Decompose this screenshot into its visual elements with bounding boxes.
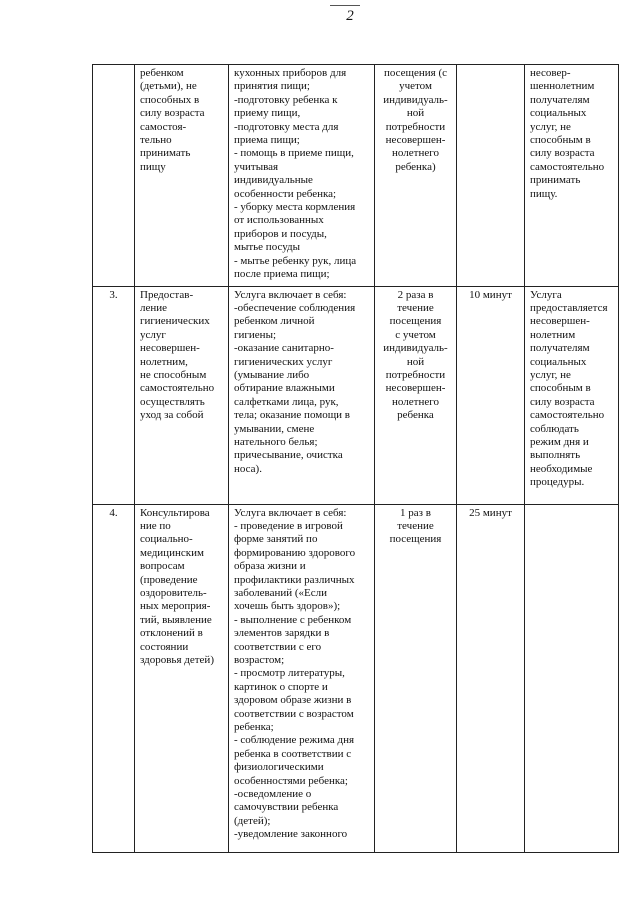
content-line: соответствии с его [234, 640, 322, 653]
page-number: 2 [346, 8, 354, 24]
content-line: физиологическими [234, 761, 324, 774]
frequency-cell [375, 65, 457, 287]
content-line: -оказание санитарно- [234, 342, 334, 355]
frequency-line: несовершен- [385, 382, 446, 395]
table-row [93, 65, 619, 287]
content-line: умывании, смене [234, 422, 315, 435]
content-line: Услуга включает в себя: [234, 506, 347, 519]
service-content-cell [229, 504, 375, 852]
content-line: мытье посуды [234, 241, 300, 254]
content-line: причесывание, очистка [234, 449, 343, 462]
name-line: ребенком [140, 67, 184, 79]
frequency-line: несовершен- [385, 134, 446, 147]
name-line: нолетним, [140, 355, 188, 368]
name-line: ных мероприя- [140, 600, 211, 613]
content-line: - помощь в приеме пищи, [234, 147, 354, 160]
conditions-line: процедуры. [530, 476, 585, 489]
conditions-line: необходимые [530, 462, 593, 475]
name-line: здоровья детей) [140, 653, 214, 666]
row-number-cell [93, 504, 135, 852]
conditions-line: принимать [530, 174, 581, 187]
service-name-cell [135, 504, 229, 852]
content-line: принятия пищи; [234, 80, 310, 93]
content-line: соответствии с возрастом [234, 707, 354, 720]
content-line: гигиенических услуг [234, 355, 333, 368]
name-line: способных в [140, 93, 200, 106]
conditions-line: несовершен- [530, 315, 590, 328]
name-line: Консультирова [140, 506, 210, 519]
conditions-line: самостоятельно [530, 160, 605, 173]
conditions-line: самостоятельно [530, 409, 605, 422]
frequency-line: 1 раз в [400, 506, 431, 519]
content-line: -уведомление законного [234, 828, 348, 841]
conditions-line: силу возраста [530, 395, 595, 408]
name-line: самостоятельно [140, 382, 215, 395]
name-line: осуществлять [140, 395, 205, 408]
duration-cell [457, 286, 525, 504]
content-line: - проведение в игровой [234, 519, 343, 532]
content-line: элементов зарядки в [234, 627, 330, 640]
content-line: ребенка; [234, 721, 274, 733]
conditions-line: предоставляется [530, 301, 608, 314]
content-line: (детей); [234, 814, 271, 827]
name-line: силу возраста [140, 107, 205, 120]
name-line: услуг [140, 328, 166, 341]
frequency-cell [375, 286, 457, 504]
name-line: Предостав- [140, 288, 194, 301]
conditions-line: способным в [530, 382, 591, 395]
name-line: ление [140, 301, 168, 314]
conditions-line: услуг, не [530, 120, 571, 133]
table-row [93, 286, 619, 504]
row-number-cell [93, 286, 135, 504]
content-line: после приема пищи; [234, 268, 330, 281]
content-line: салфетками лица, рук, [234, 395, 339, 408]
content-line: тела; оказание помощи в [234, 409, 350, 422]
content-line: -подготовку ребенка к [234, 93, 338, 106]
name-line: ние по [140, 519, 171, 532]
conditions-line: выполнять [530, 449, 581, 462]
name-line: вопросам [140, 560, 185, 573]
conditions-line: пищу. [530, 187, 558, 200]
frequency-line: потребности [385, 120, 446, 133]
frequency-line: потребности [385, 368, 446, 381]
content-line: (умывание либо [234, 368, 310, 381]
row-number: 3. [109, 288, 118, 301]
content-line: от использованных [234, 214, 324, 227]
content-line: гигиены; [234, 328, 277, 341]
conditions-cell [525, 504, 619, 852]
content-line: -подготовку места для [234, 120, 339, 133]
content-line: -обеспечение соблюдения [234, 301, 356, 314]
content-line: картинок о спорте и [234, 680, 328, 693]
frequency-line: нолетнего [392, 147, 439, 160]
name-line: уход за собой [140, 409, 204, 422]
content-line: индивидуальные [234, 174, 313, 187]
content-line: - соблюдение режима дня [234, 734, 355, 747]
content-line: ребенком личной [234, 315, 315, 328]
content-line: - просмотр литературы, [234, 667, 345, 680]
content-line: самочувствии ребенка [234, 801, 339, 814]
conditions-line: силу возраста [530, 147, 595, 160]
name-line: социально- [140, 533, 193, 546]
frequency-line: индивидуаль- [383, 93, 448, 106]
duration-text: 25 минут [469, 506, 512, 519]
content-line: учитывая [234, 160, 279, 173]
content-line: ребенка в соответствии с [234, 747, 352, 760]
conditions-cell [525, 286, 619, 504]
conditions-line: социальных [530, 107, 587, 120]
content-line: - выполнение с ребенком [234, 613, 352, 626]
content-line: особенности ребенка; [234, 187, 337, 200]
page-number-rule [330, 5, 360, 6]
name-line: принимать [140, 147, 191, 160]
conditions-line: социальных [530, 355, 587, 368]
conditions-line: услуг, не [530, 368, 571, 381]
conditions-line: Услуга [530, 288, 562, 301]
content-line: хочешь быть здоров»); [234, 600, 341, 613]
services-table [92, 64, 619, 853]
row-number-cell [93, 65, 135, 287]
content-line: Услуга включает в себя: [234, 288, 347, 301]
duration-cell [457, 65, 525, 287]
frequency-line: индивидуаль- [383, 342, 448, 355]
content-line: приема пищи; [234, 134, 300, 147]
frequency-line: ребенка) [395, 160, 436, 173]
service-name-cell [135, 286, 229, 504]
content-line: приборов и посуды, [234, 227, 327, 240]
service-name-cell [135, 65, 229, 287]
frequency-line: ной [406, 107, 425, 120]
content-line: - мытье ребенку рук, лица [234, 254, 357, 267]
row-number: 4. [109, 506, 118, 519]
conditions-cell [525, 65, 619, 287]
conditions-line: получателям [530, 93, 590, 106]
content-line: -осведомление о [234, 788, 312, 801]
content-line: обтирание влажными [234, 382, 335, 395]
conditions-line: несовер- [530, 67, 571, 79]
name-line: оздоровитель- [140, 586, 207, 599]
conditions-line: нолетним [530, 328, 576, 341]
service-content-cell [229, 65, 375, 287]
content-line: формированию здорового [234, 546, 356, 559]
content-line: особенностями ребенка; [234, 774, 348, 787]
name-line: пищу [140, 160, 166, 173]
name-line: (проведение [140, 573, 198, 586]
conditions-line: получателям [530, 342, 590, 355]
name-line: (детьми), не [140, 80, 197, 93]
table-row [93, 504, 619, 852]
content-line: образа жизни и [234, 560, 306, 573]
content-line: кухонных приборов для [234, 67, 347, 79]
name-line: самостоя- [140, 120, 187, 133]
frequency-line: посещения (с [383, 67, 448, 79]
frequency-line: течение [397, 519, 434, 532]
content-line: заболеваний («Если [234, 586, 328, 599]
conditions-line: режим дня и [530, 435, 589, 448]
frequency-line: учетом [399, 80, 432, 93]
frequency-line: посещения [389, 315, 442, 328]
frequency-line: посещения [389, 533, 442, 546]
duration-cell [457, 504, 525, 852]
duration-text: 10 минут [469, 288, 512, 301]
content-line: - уборку места кормления [234, 201, 356, 214]
name-line: тий, выявление [140, 613, 212, 626]
conditions-line: способным в [530, 134, 591, 147]
content-line: носа). [234, 462, 262, 475]
frequency-cell [375, 504, 457, 852]
name-line: отклонений в [140, 627, 203, 640]
frequency-line: течение [397, 301, 434, 314]
name-line: гигиенических [140, 315, 210, 328]
content-line: профилактики различных [234, 573, 355, 586]
name-line: медицинским [140, 546, 204, 559]
frequency-line: с учетом [395, 328, 436, 341]
name-line: несовершен- [140, 342, 200, 355]
conditions-line: соблюдать [530, 422, 579, 435]
content-line: нательного белья; [234, 435, 318, 448]
content-line: здоровом образе жизни в [234, 694, 352, 707]
frequency-line: ребенка [397, 409, 434, 422]
content-line: приему пищи, [234, 107, 301, 120]
content-line: форме занятий по [234, 533, 318, 546]
name-line: не способным [140, 368, 207, 381]
frequency-line: нолетнего [392, 395, 439, 408]
conditions-line: шеннолетним [530, 80, 595, 93]
frequency-line: 2 раза в [397, 288, 434, 301]
service-content-cell [229, 286, 375, 504]
frequency-line: ной [406, 355, 425, 368]
name-line: тельно [140, 134, 172, 147]
content-line: возрастом; [234, 653, 285, 666]
name-line: состоянии [140, 640, 189, 653]
